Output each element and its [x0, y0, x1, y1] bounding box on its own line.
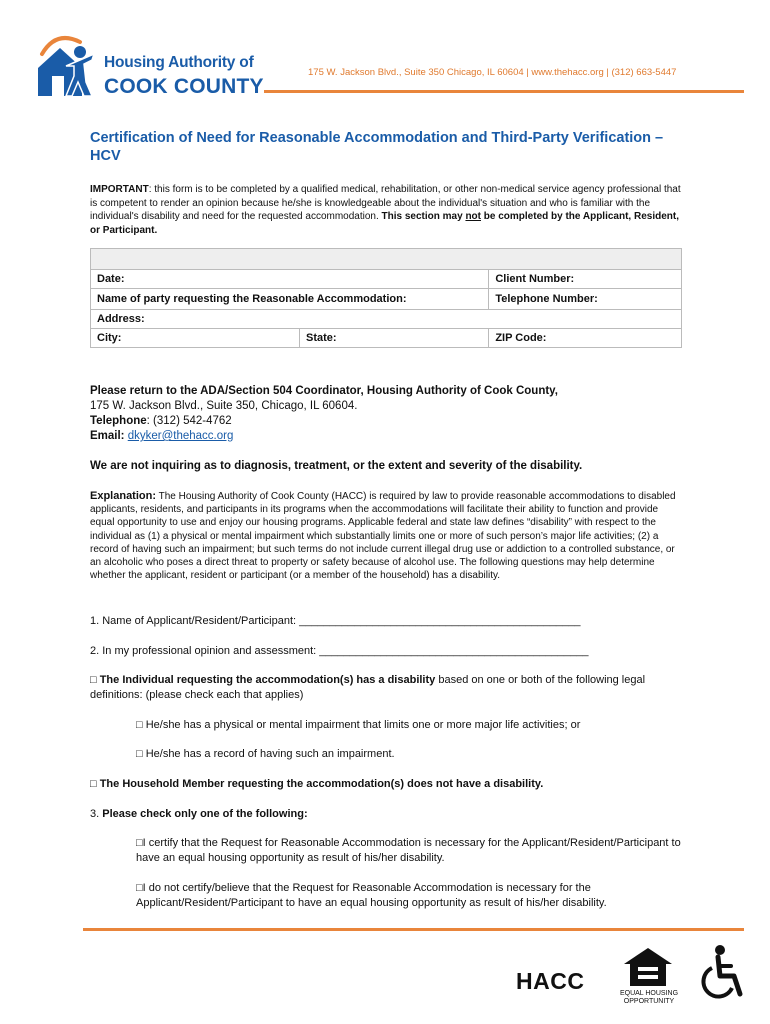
- important-label: IMPORTANT: [90, 184, 149, 195]
- explanation-text: The Housing Authority of Cook County (HACC) is required by law to provide reasonable accommodations to disabled applicants, residents, and participants in its programs when the accommodations will facilitate their ability to function and provide equal opportunity to use and enjoy our housing programs. Applicable federal and state law defines “disability” with respect to the individual as (1) a physical or mental impairment which substantially limits one or more of such person’s major life activities; (2) a record of having such an impairment; but such terms do not include current illegal drug use or addiction to a controlled substance, or an alcoholic who poses a direct threat to property or safety because of alcohol use. The following questions may help determine whether the applicant, resident or participant (or a member of the household) has a disability.: [90, 491, 676, 582]
- email-label: Email:: [90, 430, 128, 442]
- question-2[interactable]: 2. In my professional opinion and assessment: ____________________________________________: [90, 645, 589, 657]
- telephone-label: Telephone: [90, 415, 147, 427]
- important-notice: [90, 183, 682, 237]
- disability-checkbox-item[interactable]: [90, 673, 660, 703]
- important-bold-2: be completed by the Applicant, Resident, or Participant.: [90, 211, 679, 236]
- not-certify-option[interactable]: □I do not certify/believe that the Request for Reasonable Accommodation is necessary for the Applicant/Resident/Participant to have an equal housing opportunity as result of his/her disability.: [136, 882, 607, 909]
- household-checkbox-item[interactable]: [90, 777, 690, 792]
- question-3-text: Please check only one of the following:: [102, 808, 308, 820]
- question-1[interactable]: 1. Name of Applicant/Resident/Participant: ______________________________________________: [90, 615, 581, 627]
- return-info: [90, 384, 690, 444]
- option-record-of-impairment[interactable]: □ He/she has a record of having such an impairment.: [136, 748, 395, 760]
- client-number-field[interactable]: Client Number:: [489, 270, 682, 289]
- hacc-logo-icon: [36, 32, 98, 98]
- telephone-value: : (312) 542-4762: [146, 415, 232, 427]
- important-bold-1: This section may: [381, 211, 466, 222]
- party-name-field[interactable]: Name of party requesting the Reasonable Accommodation:: [91, 289, 489, 310]
- table-row: [91, 329, 682, 348]
- address-field[interactable]: Address:: [91, 310, 682, 329]
- zip-field[interactable]: ZIP Code:: [489, 329, 682, 348]
- option-physical-impairment[interactable]: □ He/she has a physical or mental impairment that limits one or more major life activities; or: [136, 719, 581, 731]
- household-checkbox[interactable]: □: [90, 778, 97, 790]
- not-inquiring-statement: We are not inquiring as to diagnosis, treatment, or the extent and severity of the disability.: [90, 460, 583, 472]
- header-address: 175 W. Jackson Blvd., Suite 350 Chicago, IL 60604 | www.thehacc.org | (312) 663-5447: [308, 67, 677, 78]
- org-name-line2: COOK COUNTY: [104, 75, 264, 98]
- table-row: [91, 310, 682, 329]
- disability-rest-text: based on one or both of the following legal definitions: (please check each that applies): [90, 674, 646, 701]
- table-header-row: [91, 249, 682, 270]
- table-row: [91, 289, 682, 310]
- disability-bold-text: The Individual requesting the accommodation(s) has a disability: [96, 674, 436, 686]
- eho-line1: EQUAL HOUSING: [619, 990, 679, 997]
- page-title: Certification of Need for Reasonable Accommodation and Third-Party Verification – HCV: [90, 130, 664, 164]
- household-bold-text: The Household Member requesting the accommodation(s) does not have a disability.: [96, 778, 544, 790]
- explanation-label: Explanation:: [90, 490, 157, 502]
- city-field[interactable]: City:: [91, 329, 300, 348]
- date-field[interactable]: Date:: [91, 270, 489, 289]
- hacc-logo: HACC: [516, 968, 585, 994]
- disability-checkbox[interactable]: □: [90, 674, 97, 686]
- important-text: : this form is to be completed by a qualified medical, rehabilitation, or other non-medical service agency professional that is competent to render an opinion because he/she is knowledgeable about the individual's situation and who is familiar with the individual's disability and need for the requested accommodation.: [90, 184, 681, 222]
- telephone-number-field[interactable]: Telephone Number:: [489, 289, 682, 310]
- client-info-table: [90, 248, 682, 348]
- org-name-line1: Housing Authority of: [104, 54, 254, 71]
- footer-rule: [83, 928, 744, 931]
- equal-housing-caption: [612, 990, 686, 1006]
- certify-option[interactable]: □I certify that the Request for Reasonable Accommodation is necessary for the Applicant/Resident/Participant to have an equal housing opportunity as result of his/her disability.: [136, 837, 681, 864]
- explanation-paragraph: [90, 490, 682, 582]
- equal-housing-icon: [622, 946, 674, 988]
- state-field[interactable]: State:: [300, 329, 489, 348]
- header-rule: [264, 90, 744, 93]
- wheelchair-accessibility-icon: [698, 944, 748, 1002]
- table-row: [91, 270, 682, 289]
- important-bold-not: not: [465, 211, 481, 222]
- email-link[interactable]: dkyker@thehacc.org: [127, 430, 234, 442]
- question-3-number: 3.: [90, 808, 103, 820]
- return-line1: Please return to the ADA/Section 504 Coordinator, Housing Authority of Cook County,: [90, 385, 558, 397]
- question-3: [90, 807, 690, 822]
- return-line2: 175 W. Jackson Blvd., Suite 350, Chicago, IL 60604.: [90, 400, 358, 412]
- eho-line2: OPPORTUNITY: [623, 998, 675, 1005]
